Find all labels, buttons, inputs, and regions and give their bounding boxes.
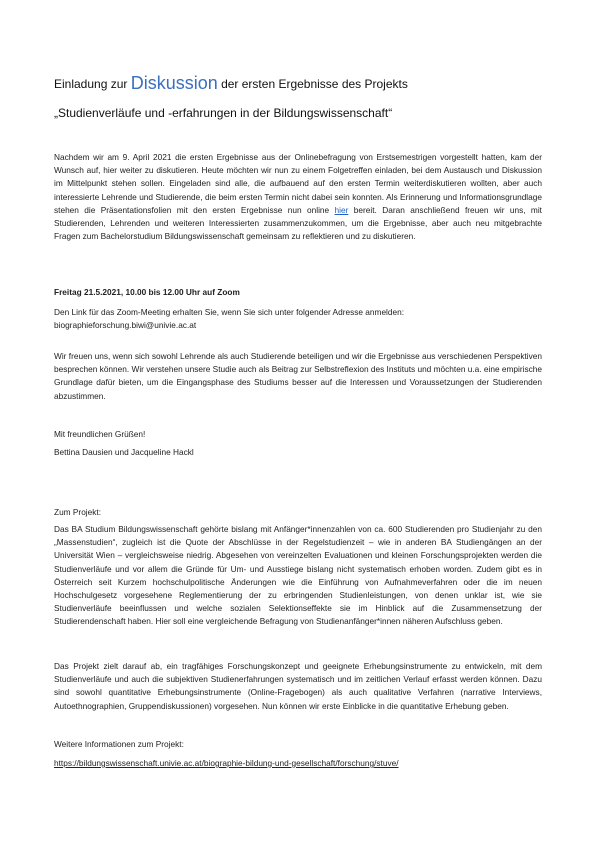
project-heading: Zum Projekt: [54,507,102,517]
project-url-link[interactable]: https://bildungswissenschaft.univie.ac.at/biographie-bildung-und-gesellschaft/forschung/stuve/ [54,758,399,768]
intro-paragraph [54,151,542,243]
signature: Bettina Dausien und Jacqueline Hackl [54,447,194,457]
more-info-label: Weitere Informationen zum Projekt: [54,739,184,749]
welcome-paragraph [54,350,542,403]
registration-email[interactable]: biographieforschung.biwi@univie.ac.at [54,320,197,330]
slides-link[interactable]: hier [334,204,349,215]
intro-text-end: bereit. Daran anschließend freuen wir uns, mit Studierenden, Lehrenden und weiteren Interessierten zusammenzukommen, um die Ergebnisse, aber auch neu mitgebrachte Fragen zum Bachelorstudium Bildungswissenschaft gemeinsam zu reflektieren und zu diskutieren. [54,204,542,242]
project-text-2: Das Projekt zielt darauf ab, ein tragfähiges Forschungskonzept und geeignete Erhebungsinstrumente zu entwickeln, mit dem Studienverläufe und auch die subjektiven Studienerfahrungen systematisch und im zeitlichen Verlauf erfasst werden können. Dazu sind sowohl quantitative Erhebungsinstrumente (Online-Fragebogen) als auch qualitative Verfahren (narrative Interviews, Autoethnographien, Gruppendiskussionen) vorgesehen. Nun können wir erste Einblicke in die quantitative Erhebung geben. [54,661,542,711]
project-subtitle: „Studienverläufe und -erfahrungen in der Bildungswissenschaft“ [54,106,393,120]
welcome-text: Wir freuen uns, wenn sich sowohl Lehrende als auch Studierende beteiligen und wir die Ergebnisse aus verschiedenen Perspektiven besprechen können. Wir verstehen unsere Studie auch als Beitrag zur Selbstreflexion des Instituts und möchten u.a. eine empirische Grundlage dafür bieten, um die Eingangsphase des Studiums besser auf die Interessen und Voraussetzungen der Studierenden abzustimmen. [54,351,542,401]
title-suffix: der ersten Ergebnisse des Projekts [217,77,408,91]
event-date: Freitag 21.5.2021, 10.00 bis 12.00 Uhr auf Zoom [54,287,240,297]
project-text-1: Das BA Studium Bildungswissenschaft gehörte bislang mit Anfänger*innenzahlen von ca. 600 Studierenden pro Studienjahr zu den „Massenstudien“, zugleich ist die Quote der Abschlüsse in der Regelstudienzeit – wie in anderen BA Studiengängen an der Universität Wien – vergleichsweise niedrig. Abgesehen von vereinzelten Evaluationen und kleinen Forschungsprojekten werden die Studienverläufe und vor allem die Gründe für Um- und Ausstiege bislang nicht systematisch erhoben worden. Zudem gibt es in Österreich seit Kurzem hochschulpolitische Änderungen wie die Einführung von Aufnahmeverfahren oder die im neuen Hochschulgesetz vorgesehene Reglementierung der zu erbringenden Studienleistungen, von denen unklar ist, wie sie Studienverläufe beeinflussen und welche sozialen Selektionseffekte sie im Hinblick auf die Zusammensetzung der Studierendenschaft haben. Hier soll eine vergleichende Befragung von Studienanfänger*innen näheren Aufschluss geben. [54,524,542,627]
title-prefix: Einladung zur [54,77,131,91]
project-paragraph-1 [54,523,542,629]
invitation-title [54,73,554,94]
title-highlight: Diskussion [130,73,218,93]
zoom-instructions: Den Link für das Zoom-Meeting erhalten Sie, wenn Sie sich unter folgender Adresse anmelden: [54,307,405,317]
greeting: Mit freundlichen Grüßen! [54,429,146,439]
intro-text-start: Nachdem wir am 9. April 2021 die ersten Ergebnisse aus der Onlinebefragung von Erstsemestrigen vorgestellt hatten, kam der Wunsch auf, hier weiter zu diskutieren. Heute möchten wir nun zu einem Folgetreffen einladen, bei dem Austausch und Diskussion im Mittelpunkt stehen sollen. Eingeladen sind alle, die aufbauend auf den ersten Termin weiterdiskutieren wollten, aber auch interessierte Lehrende und Studierende, die beim ersten Termin nicht dabei sein konnten. Als Erinnerung und Informationsgrundlage stehen die Präsentationsfolien mit den ersten Ergebnisse nun online [54,152,542,215]
project-paragraph-2 [54,660,542,713]
